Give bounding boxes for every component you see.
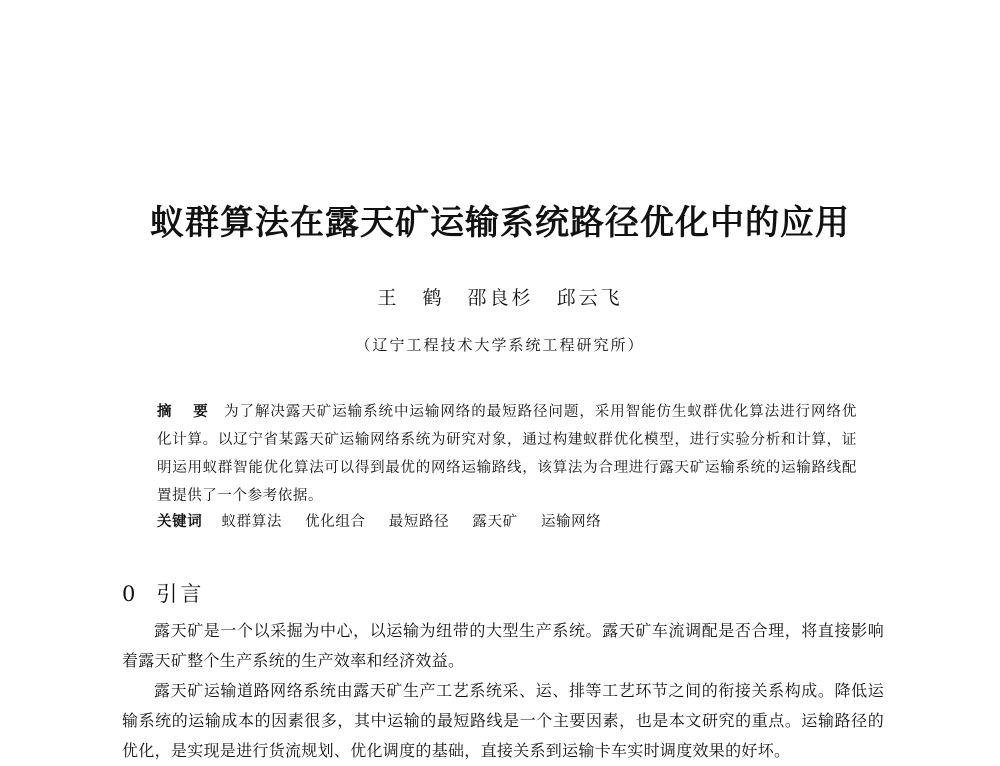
section-title: 引言 xyxy=(156,582,205,606)
abstract xyxy=(157,398,857,510)
keyword: 露天矿 xyxy=(472,514,518,530)
keywords-label: 关键词 xyxy=(157,514,203,530)
abstract-text: 为了解决露天矿运输系统中运输网络的最短路径问题，采用智能仿生蚁群优化算法进行网络优化计算。以辽宁省某露天矿运输网络系统为研究对象，通过构建蚁群优化模型，进行实验分析和计算，证明运用蚁群智能优化算法可以得到最优的网络运输路线，该算法为合理进行露天矿运输系统的运输路线配置提供了一个参考依据。 xyxy=(157,404,857,504)
keywords xyxy=(157,508,857,536)
keyword: 运输网络 xyxy=(540,514,602,530)
author-affiliation: （辽宁工程技术大学系统工程研究所） xyxy=(355,336,645,354)
section-number: 0 xyxy=(122,582,139,606)
paper-title: 蚁群算法在露天矿运输系统路径优化中的应用 xyxy=(150,203,850,243)
author-list xyxy=(0,283,1000,310)
body-text xyxy=(122,616,884,766)
paragraph: 露天矿运输道路网络系统由露天矿生产工艺系统采、运、排等工艺环节之间的衔接关系构成。降低运输系统的运输成本的因素很多，其中运输的最短路线是一个主要因素，也是本文研究的重点。运输路径的优化，是实现是进行货流规划、优化调度的基础，直接关系到运输卡车实时调度效果的好坏。 xyxy=(122,681,884,760)
author-2: 邵良杉 xyxy=(467,287,534,309)
keyword: 蚁群算法 xyxy=(221,514,282,530)
paragraph: 露天矿是一个以采掘为中心，以运输为纽带的大型生产系统。露天矿车流调配是否合理，将直接影响着露天矿整个生产系统的生产效率和经济效益。 xyxy=(122,621,884,670)
author-1: 王 鹤 xyxy=(377,287,445,309)
abstract-label: 摘 要 xyxy=(157,404,217,420)
keyword: 优化组合 xyxy=(305,514,366,530)
author-3: 邱云飞 xyxy=(556,287,623,309)
section-heading xyxy=(122,578,204,608)
keyword: 最短路径 xyxy=(388,514,450,530)
